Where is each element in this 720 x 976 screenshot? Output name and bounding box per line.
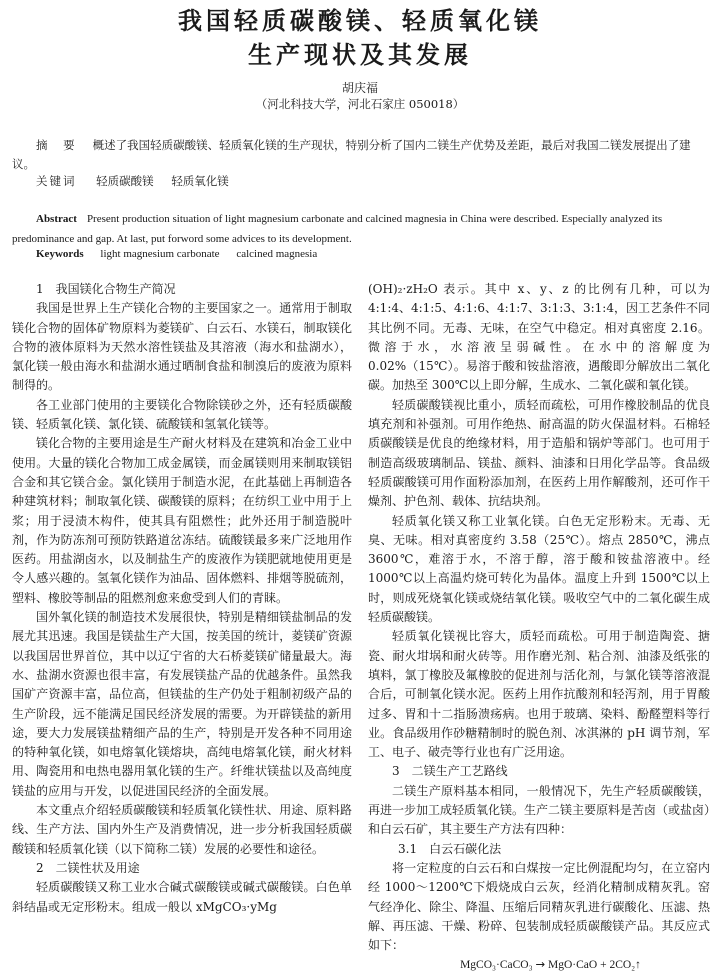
keyword-en: calcined magnesia bbox=[236, 248, 318, 260]
subsection-heading: 3.1 白云石碳化法 bbox=[398, 841, 502, 856]
body-column-right bbox=[368, 280, 710, 976]
abstract-chinese bbox=[12, 136, 708, 174]
paragraph: 轻质氧化镁又称工业氧化镁。白色无定形粉末。无毒、无臭、无味。相对真密度约 3.58（25℃）。熔点 2850℃，沸点 3600℃，难溶于水，不溶于醇，溶于酸和铵盐溶液中。经 1000℃以上高温灼烧可转化为晶体。温度上升到 1500℃以上时，则成死烧氧化镁或烧结氧化镁。吸收空气中的二氧化碳生成轻质碳酸镁。 bbox=[368, 513, 710, 625]
abstract-label-en: Abstract bbox=[36, 213, 77, 225]
keywords-label-cn: 关键词 bbox=[36, 174, 77, 188]
abstract-label-cn: 摘 要 bbox=[36, 138, 81, 152]
paragraph: 国外氧化镁的制造技术发展很快，特别是精细镁盐制品的发展尤其迅速。我国是镁盐生产大国，按美国的统计，菱镁矿资源以我国居世界首位，其中以辽宁省的大石桥菱镁矿储量最大。海水、盐湖水资源也很丰富，有发展镁盐产品的优越条件。虽然我国矿产资源丰富，品位高，但镁盐的生产仍处于粗制初级产品的生产阶段，远不能满足国民经济发展的需要。为开辟镁盐的新用途，要大力发展镁盐精细产品的生产，特别是开发各种不同用途的特种氧化镁，如电熔氧化镁熔块，高纯电熔氧化镁，耐火材料用、陶瓷用和电热电器用氧化镁的生产。纤维状镁盐以及高纯度镁盐的应用与开发，以促进国民经济的全面发展。 bbox=[12, 610, 352, 798]
paragraph: 本文重点介绍轻质碳酸镁和轻质氧化镁性状、用途、原料路线、生产方法、国内外生产及消费情况，进一步分析我国轻质碳酸镁和轻质氧化镁（以下简称二镁）发展的必要性和途径。 bbox=[12, 803, 352, 856]
equation-product: MgO·CaO + 2CO₂↑ bbox=[548, 959, 641, 972]
paragraph: 轻质碳酸镁又称工业水合碱式碳酸镁或碱式碳酸镁。白色单斜结晶或无定形粉末。组成一般以 xMgCO₃·yMg bbox=[12, 880, 352, 914]
keywords-chinese bbox=[36, 173, 243, 189]
keyword-cn: 轻质碳酸镁 bbox=[96, 174, 154, 188]
paper-title-line-2: 生产现状及其发展 bbox=[248, 40, 472, 69]
section-heading: 1 我国镁化合物生产简况 bbox=[36, 282, 176, 296]
keywords-english bbox=[36, 248, 331, 260]
paragraph: 各工业部门使用的主要镁化合物除镁砂之外，还有轻质碳酸镁、轻质氧化镁、氯化镁、硫酸镁和氢氧化镁等。 bbox=[12, 397, 352, 432]
reaction-arrow-icon: → bbox=[535, 957, 546, 972]
paper-title-line-1: 我国轻质碳酸镁、轻质氧化镁 bbox=[178, 6, 542, 35]
keywords-label-en: Keywords bbox=[36, 248, 84, 260]
paragraph: 将一定粒度的白云石和白煤按一定比例混配均匀，在立窑内经 1000～1200℃下煅烧成白云灰，经消化精制成精灰乳。窑气经净化、除尘、降温、压缩后同精灰乳进行碳酸化、压滤、热解、再压滤、干燥、粉碎、包装制成轻质碳酸镁产品。其反应式如下： bbox=[368, 860, 710, 953]
section-heading: 2 二镁性状及用途 bbox=[36, 860, 140, 875]
equation-reactant: MgCO₃·CaCO₃ bbox=[460, 959, 533, 972]
body-column-left bbox=[12, 280, 352, 917]
section-heading: 3 二镁生产工艺路线 bbox=[392, 764, 508, 779]
keyword-en: light magnesium carbonate bbox=[100, 248, 220, 260]
paragraph-continued: (OH)₂·zH₂O 表示。其中 x、y、z 的比例有几种，可以为 4:1:4、4:1:5、4:1:6、4:1:7、3:1:3、3:1:4，因工艺条件不同其比例不同。无毒、无味，在空气中稳定。相对真密度 2.16。微溶于水，水溶液呈弱碱性。在水中的溶解度为 0.02%（15℃）。易溶于酸和铵盐溶液，遇酸即分解放出二氧化碳。加热至 300℃以上即分解，生成水、二氧化碳和氧化镁。 bbox=[368, 282, 710, 393]
paragraph: 我国是世界上生产镁化合物的主要国家之一。通常用于制取镁化合物的固体矿物原料为菱镁矿、白云石、水镁石，制取镁化合物的液体原料为天然水溶性镁盐及其溶液（海水和盐湖水），氯化镁一般由海水和盐湖水通过晒制食盐和制溴后的废液为原料制得的。 bbox=[12, 301, 352, 393]
abstract-english bbox=[12, 209, 708, 249]
author-affiliation: （河北科技大学，河北石家庄 050018） bbox=[255, 97, 465, 111]
paragraph: 二镁生产原料基本相同，一般情况下，先生产轻质碳酸镁，再进一步加工成轻质氧化镁。生产二镁主要原料是苦卤（或盐卤）和白云石矿，其主要生产方法有四种： bbox=[368, 783, 711, 837]
paragraph: 轻质碳酸镁视比重小，质轻而疏松，可用作橡胶制品的优良填充剂和补强剂。可用作绝热、耐高温的防火保温材料。石棉轻质碳酸镁是优良的绝缘材料，用于造船和锅炉等部门。也可用于制造高级玻璃制品、镁盐、颜料、油漆和日用化学品等。食品级轻质碳酸镁可用作面粉添加剂，在医药上用作解酸剂，还可作干燥剂、护色剂、载体、抗结块剂。 bbox=[368, 397, 710, 509]
reaction-equation bbox=[368, 955, 710, 975]
paragraph: 镁化合物的主要用途是生产耐火材料及在建筑和冶金工业中使用。大量的镁化合物加工成金属镁，而金属镁则用来制取镁铝合金和其它镁合金。氯化镁用于制造水泥，在此基础上再制造各种建筑材料；制取氧化镁、碳酸镁的原料；在纺织工业中用于上浆；用于浸渍木构件，使其具有阻燃性；此外还用于制造脱叶剂，作为防冻剂可预防铁路道岔冻结。硫酸镁最多来广泛地用作医药。用盐湖卤水，以及制盐生产的废液作为镁肥就地使用更是令人感兴趣的。氢氧化镁作为油品、固体燃料、排烟等脱硫剂，塑料、橡胶等制品的阻燃剂愈来愈受到人们的青睐。 bbox=[12, 436, 352, 605]
paragraph: 轻质氧化镁视比容大，质轻而疏松。可用于制造陶瓷、搪瓷、耐火坩埚和耐火砖等。用作磨光剂、粘合剂、油漆及纸张的填料，氯丁橡胶及氟橡胶的促进剂与活化剂，与氯化镁等溶液混合后，可制氧化镁水泥。医药上用作抗酸剂和轻泻剂，用于胃酸过多、胃和十二指肠溃疡病。也用于玻璃、染料、酚醛塑料等行业。食品级用作砂糖精制时的脱色剂、冰淇淋的 pH 调节剂，军工、电子、破壳等行业也有广泛用途。 bbox=[368, 629, 710, 760]
author-name: 胡庆福 bbox=[341, 81, 378, 95]
abstract-text-en: Present production situation of light magnesium carbonate and calcined magnesia in China were described. Especially analyzed its predominance and gap. At last, put forword some advices to its development. bbox=[12, 213, 663, 245]
abstract-text-cn: 概述了我国轻质碳酸镁、轻质氧化镁的生产现状，特别分析了国内二镁生产优势及差距，最后对我国二镁发展提出了建议。 bbox=[12, 138, 691, 171]
keyword-cn: 轻质氧化镁 bbox=[171, 174, 229, 188]
